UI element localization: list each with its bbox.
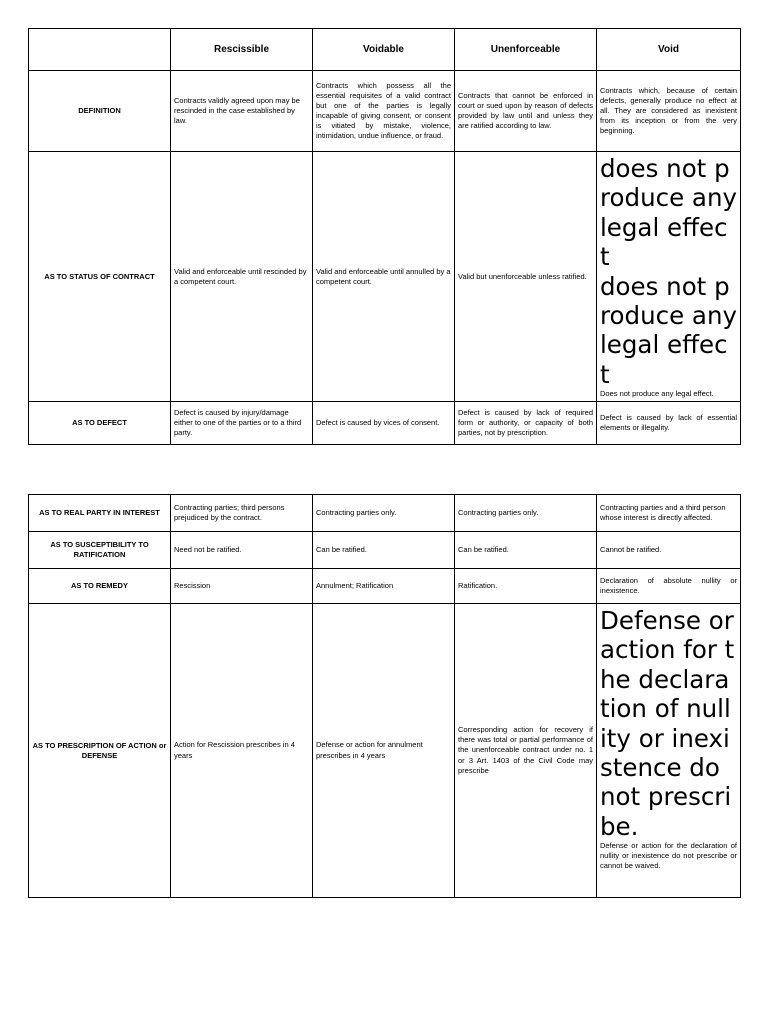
row-label-definition: DEFINITION [29,71,171,152]
party-voidable: Contracting parties only. [313,495,455,532]
remedy-rescissible: Rescission [171,569,313,604]
prescription-void-text: Defense or action for the declaration of nullity or inexistence do not prescribe or cannot be waived. [600,841,737,871]
remedy-void: Declaration of absolute nullity or inexistence. [597,569,741,604]
status-void [597,152,741,402]
header-row [29,29,741,71]
status-void-large-text-2: does not produce any legal effect [600,271,737,389]
status-void-text: Does not produce any legal effect. [600,389,714,399]
party-rescissible: Contracting parties; third persons prejudiced by the contract. [171,495,313,532]
row-label-real-party: AS TO REAL PARTY IN INTEREST [29,495,171,532]
table-row [29,152,741,402]
header-rescissible: Rescissible [171,29,313,71]
prescription-unenforceable: Corresponding action for recovery if there was total or partial performance of the unenforceable contract under no. 1 or 3 Art. 1403 of the Civil Code may prescribe [455,604,597,898]
status-unenforceable: Valid but unenforceable unless ratified. [455,152,597,402]
defect-voidable: Defect is caused by vices of consent. [313,402,455,445]
header-unenforceable: Unenforceable [455,29,597,71]
table-row [29,495,741,532]
row-label-ratification: AS TO SUSCEPTIBILITY TO RATIFICATION [29,532,171,569]
prescription-void [597,604,741,898]
comparison-table-part-2 [28,494,741,898]
table-row [29,532,741,569]
definition-void: Contracts which, because of certain defects, generally produce no effect at all. They are considered as inexistent from its inception or from the very beginning. [597,71,741,152]
ratification-unenforceable: Can be ratified. [455,532,597,569]
header-void: Void [597,29,741,71]
row-label-defect: AS TO DEFECT [29,402,171,445]
ratification-rescissible: Need not be ratified. [171,532,313,569]
remedy-voidable: Annulment; Ratification [313,569,455,604]
prescription-voidable: Defense or action for annulment prescribes in 4 years [313,604,455,898]
prescription-void-large-text: Defense or action for the declaration of nullity or inexistence do not prescribe. [600,606,735,841]
definition-rescissible: Contracts validly agreed upon may be rescinded in the case established by law. [171,71,313,152]
party-void: Contracting parties and a third person whose interest is directly affected. [597,495,741,532]
header-empty [29,29,171,71]
comparison-table-part-1 [28,28,741,445]
party-unenforceable: Contracting parties only. [455,495,597,532]
status-rescissible: Valid and enforceable until rescinded by a competent court. [171,152,313,402]
ratification-voidable: Can be ratified. [313,532,455,569]
status-voidable: Valid and enforceable until annulled by a competent court. [313,152,455,402]
row-label-prescription: AS TO PRESCRIPTION OF ACTION or DEFENSE [29,604,171,898]
row-label-status: AS TO STATUS OF CONTRACT [29,152,171,402]
prescription-rescissible: Action for Rescission prescribes in 4 years [171,604,313,898]
defect-unenforceable: Defect is caused by lack of required form or authority, or capacity of both parties, not by prescription. [455,402,597,445]
table-row [29,71,741,152]
status-void-large-text-1: does not produce any legal effect [600,154,737,272]
definition-voidable: Contracts which possess all the essential requisites of a valid contract but one of the parties is legally incapable of giving consent, or consent is vitiated by mistake, violence, intimidation, undue influence, or fraud. [313,71,455,152]
remedy-unenforceable: Ratification. [455,569,597,604]
ratification-void: Cannot be ratified. [597,532,741,569]
row-label-remedy: AS TO REMEDY [29,569,171,604]
defect-rescissible: Defect is caused by injury/damage either to one of the parties or to a third party. [171,402,313,445]
table-row [29,569,741,604]
defect-void: Defect is caused by lack of essential elements or illegality. [597,402,741,445]
table-row [29,604,741,898]
table-row [29,402,741,445]
definition-unenforceable: Contracts that cannot be enforced in court or sued upon by reason of defects provided by law until and unless they are ratified according to law. [455,71,597,152]
header-voidable: Voidable [313,29,455,71]
